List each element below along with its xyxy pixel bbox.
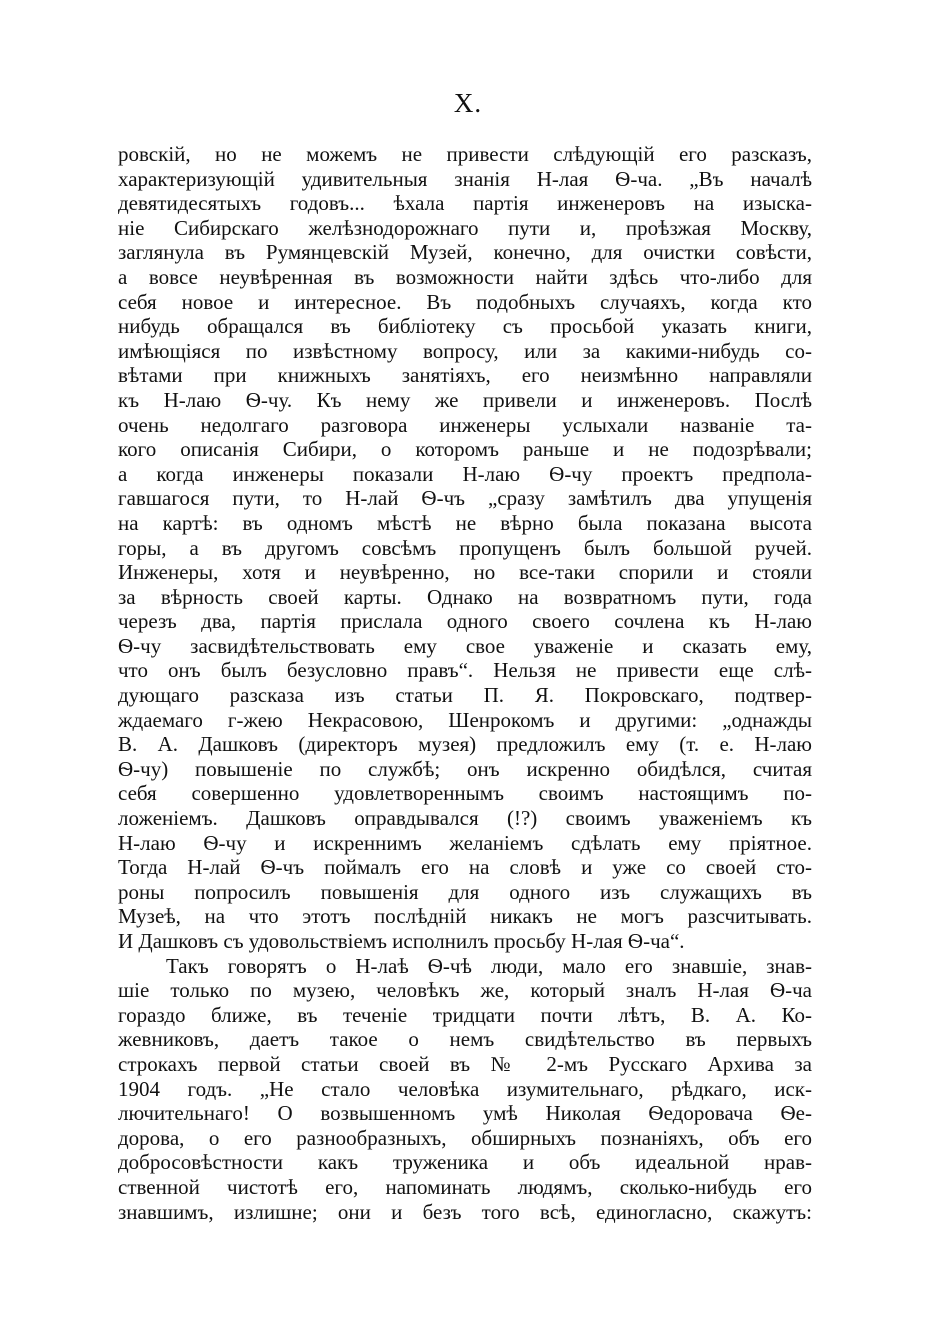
text-line: Музеѣ, на что этотъ послѣдній никакъ не могъ разсчитывать. [118,904,812,929]
text-line: шіе только по музею, человѣкъ же, который зналъ Н-лая Ѳ-ча [118,978,812,1003]
body-text [118,142,812,1224]
text-line: Н-лаю Ѳ-чу и искреннимъ желаніемъ сдѣлать ему пріятное. [118,830,812,855]
text-line: за вѣрность своей карты. Однако на возвратномъ пути, года [118,584,812,609]
text-line: Такъ говорятъ о Н-лаѣ Ѳ-чѣ люди, мало его знавшіе, знав- [166,953,812,978]
text-line: ніе Сибирскаго желѣзнодорожнаго пути и, проѣзжая Москву, [118,215,812,240]
text-line: лючительнаго! О возвышенномъ умѣ Николая Ѳедоровача Ѳе- [118,1101,812,1126]
text-line: характеризующій удивительныя знанія Н-лая Ѳ-ча. „Въ началѣ [118,166,812,191]
text-line: роны попросилъ повышенія для одного изъ служащихъ въ [118,879,812,904]
text-line: имѣющіяся по извѣстному вопросу, или за какими-нибудь со- [118,338,812,363]
text-line: черезъ два, партія прислала одного своего сочлена къ Н-лаю [118,609,812,634]
text-line: что онъ былъ безусловно правъ“. Нельзя не привести еще слѣ- [118,658,812,683]
text-line: заглянула въ Румянцевскій Музей, конечно, для очистки совѣсти, [118,240,812,265]
text-line: ложеніемъ. Дашковъ оправдывался (!?) своимъ уваженіемъ къ [118,806,812,831]
text-line: ждаемаго г-жею Некрасовою, Шенрокомъ и другими: „однажды [118,707,812,732]
text-line: а вовсе неувѣренная въ возможности найти здѣсь что-либо для [118,264,812,289]
text-line: гавшагося пути, то Н-лай Ѳ-чъ „сразу замѣтилъ два упущенія [118,486,812,511]
text-line: добросовѣстности какъ труженика и объ идеальной нрав- [118,1150,812,1175]
text-line: И Дашковъ съ удовольствіемъ исполнилъ просьбу Н-лая Ѳ-ча“. [118,929,685,953]
text-line: нибудь обращался въ библіотеку съ просьбой указать книги, [118,314,812,339]
text-line: кого описанія Сибири, о которомъ раньше и не подозрѣвали; [118,437,812,462]
text-line: а когда инженеры показали Н-лаю Ѳ-чу проектъ предпола- [118,461,812,486]
text-line: строкахъ первой статьи своей въ № 2-мъ Русскаго Архива за [118,1051,812,1076]
text-line: гораздо ближе, въ теченіе тридцати почти лѣтъ, В. А. Ко- [118,1002,812,1027]
text-line: вѣтами при книжныхъ занятіяхъ, его неизмѣнно направляли [118,363,812,388]
text-line: очень недолгаго разговора инженеры услыхали названіе та- [118,412,812,437]
text-line: горы, а въ другомъ совсѣмъ пропущенъ былъ большой ручей. [118,535,812,560]
text-line: себя совершенно удовлетвореннымъ своимъ настоящимъ по- [118,781,812,806]
text-line: девятидесятыхъ годовъ... ѣхала партія инженеровъ на изыска- [118,191,812,216]
text-line: Ѳ-чу засвидѣтельствовать ему свое уваженіе и сказать ему, [118,633,812,658]
text-line: В. А. Дашковъ (директоръ музея) предложилъ ему (т. е. Н-лаю [118,732,812,757]
text-line: себя новое и интересное. Въ подобныхъ случаяхъ, когда кто [118,289,812,314]
text-line: на картѣ: въ одномъ мѣстѣ не вѣрно была показана высота [118,510,812,535]
text-line: Инженеры, хотя и неувѣренно, но все-таки спорили и стояли [118,560,812,585]
page-number: X. [453,88,483,118]
text-line: жевниковъ, даетъ такое о немъ свидѣтельство въ первыхъ [118,1027,812,1052]
text-line: Тогда Н-лай Ѳ-чъ поймалъ его на словѣ и уже со своей сто- [118,855,812,880]
text-line: ровскій, но не можемъ не привести слѣдующій его разсказъ, [118,142,812,166]
text-line: къ Н-лаю Ѳ-чу. Къ нему же привели и инженеровъ. Послѣ [118,387,812,412]
text-line: Ѳ-чу) повышеніе по службѣ; онъ искренно обидѣлся, считая [118,756,812,781]
text-line: дующаго разсказа изъ статьи П. Я. Покровскаго, подтвер- [118,683,812,708]
text-line: 1904 годъ. „Не стало человѣка изумительнаго, рѣдкаго, иск- [118,1076,812,1101]
text-line: ственной чистотѣ его, напоминать людямъ, сколько-нибудь его [118,1174,812,1199]
text-line: знавшимъ, излишне; они и безъ того всѣ, единогласно, скажутъ: [118,1199,812,1224]
text-line: дорова, о его разнообразныхъ, обширныхъ познаніяхъ, объ его [118,1125,812,1150]
